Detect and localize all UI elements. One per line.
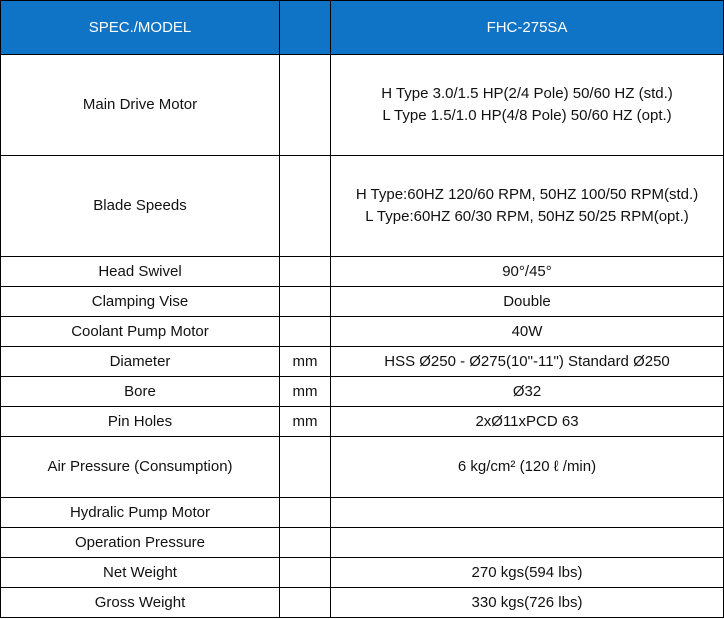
spec-value: 6 kg/cm² (120 ℓ /min)	[331, 437, 724, 498]
spec-value: 270 kgs(594 lbs)	[331, 558, 724, 588]
spec-label: Operation Pressure	[1, 528, 280, 558]
spec-label: Blade Speeds	[1, 156, 280, 257]
spec-label: Bore	[1, 377, 280, 407]
spec-value-line: H Type 3.0/1.5 HP(2/4 Pole) 50/60 HZ (std.)	[381, 85, 673, 102]
spec-unit: mm	[280, 407, 331, 437]
row-operation-pressure	[1, 528, 724, 558]
header-unit	[280, 1, 331, 55]
spec-unit	[280, 558, 331, 588]
spec-value: 90°/45°	[331, 257, 724, 287]
spec-unit	[280, 498, 331, 528]
spec-label: Air Pressure (Consumption)	[1, 437, 280, 498]
row-coolant-pump-motor	[1, 317, 724, 347]
spec-unit	[280, 55, 331, 156]
spec-value	[331, 528, 724, 558]
spec-unit: mm	[280, 377, 331, 407]
spec-value-line: L Type:60HZ 60/30 RPM, 50HZ 50/25 RPM(opt.)	[365, 208, 689, 225]
spec-unit	[280, 437, 331, 498]
spec-unit	[280, 588, 331, 618]
header-model-name: FHC-275SA	[331, 1, 724, 55]
spec-unit	[280, 156, 331, 257]
spec-label: Clamping Vise	[1, 287, 280, 317]
spec-label: Diameter	[1, 347, 280, 377]
spec-value	[331, 55, 724, 156]
spec-value-line: L Type 1.5/1.0 HP(4/8 Pole) 50/60 HZ (opt.)	[382, 107, 672, 124]
spec-unit	[280, 528, 331, 558]
spec-label: Pin Holes	[1, 407, 280, 437]
row-main-drive-motor	[1, 55, 724, 156]
row-hydralic-pump-motor	[1, 498, 724, 528]
spec-value: 330 kgs(726 lbs)	[331, 588, 724, 618]
spec-value: Ø32	[331, 377, 724, 407]
row-net-weight	[1, 558, 724, 588]
spec-label: Net Weight	[1, 558, 280, 588]
spec-value-line: H Type:60HZ 120/60 RPM, 50HZ 100/50 RPM(std.)	[355, 186, 699, 203]
spec-label: Main Drive Motor	[1, 55, 280, 156]
row-diameter	[1, 347, 724, 377]
spec-label: Head Swivel	[1, 257, 280, 287]
row-blade-speeds	[1, 156, 724, 257]
spec-label: Hydralic Pump Motor	[1, 498, 280, 528]
row-clamping-vise	[1, 287, 724, 317]
spec-value: Double	[331, 287, 724, 317]
spec-value: 40W	[331, 317, 724, 347]
header-row	[1, 1, 724, 55]
spec-value: 2xØ11xPCD 63	[331, 407, 724, 437]
spec-unit	[280, 287, 331, 317]
spec-unit	[280, 257, 331, 287]
row-air-pressure	[1, 437, 724, 498]
spec-value	[331, 498, 724, 528]
row-bore	[1, 377, 724, 407]
row-head-swivel	[1, 257, 724, 287]
spec-unit	[280, 317, 331, 347]
header-spec-model: SPEC./MODEL	[1, 1, 280, 55]
spec-unit: mm	[280, 347, 331, 377]
row-pin-holes	[1, 407, 724, 437]
spec-value: HSS Ø250 - Ø275(10"-11") Standard Ø250	[331, 347, 724, 377]
spec-value	[331, 156, 724, 257]
spec-label: Gross Weight	[1, 588, 280, 618]
row-gross-weight	[1, 588, 724, 618]
spec-label: Coolant Pump Motor	[1, 317, 280, 347]
